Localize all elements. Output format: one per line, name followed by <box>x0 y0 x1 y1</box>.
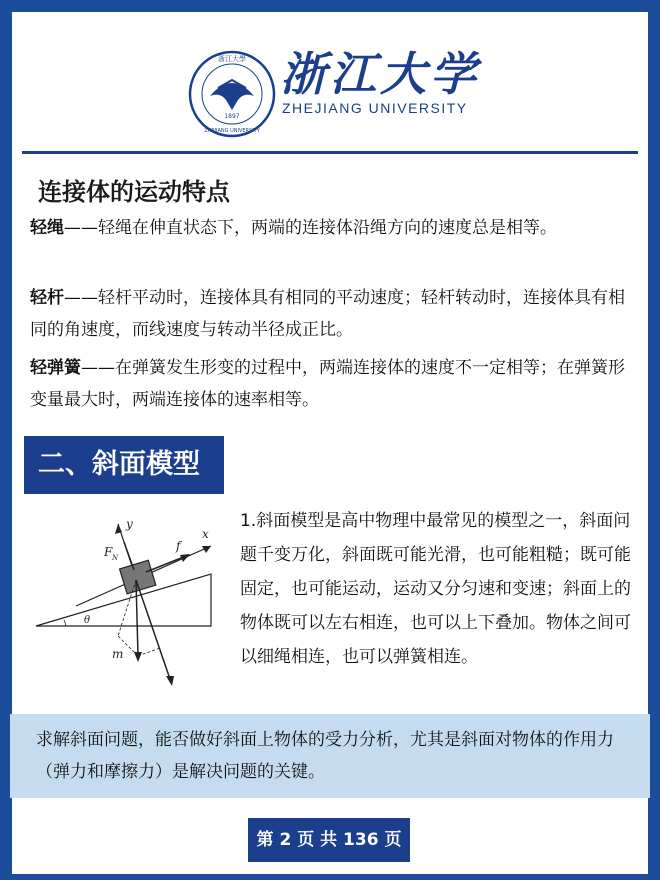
label-x: x <box>202 527 209 541</box>
label-friction: f <box>176 539 181 553</box>
seal-text-top: 浙江大學 <box>218 55 246 63</box>
key-point-callout: 求解斜面问题，能否做好斜面上物体的受力分析，尤其是斜面对物体的作用力（弹力和摩擦力）是解决问题的关键。 <box>10 714 650 798</box>
desc-light-rod: ——轻杆平动时，连接体具有相同的平动速度；轻杆转动时，连接体具有相同的角速度，而线速度与转动半径成正比。 <box>30 288 625 340</box>
label-mass: m <box>112 647 124 661</box>
label-theta: θ <box>84 615 91 626</box>
term-light-rope: 轻绳 <box>30 218 64 238</box>
header-divider <box>22 151 638 154</box>
header <box>12 12 648 152</box>
desc-light-rope: ——轻绳在伸直状态下，两端的连接体沿绳方向的速度总是相等。 <box>64 218 557 238</box>
paragraph-light-rope <box>30 212 636 244</box>
seal-year: 1897 <box>224 113 240 120</box>
university-seal-logo <box>188 50 276 138</box>
incline-model-description: 1.斜面模型是高中物理中最常见的模型之一，斜面问题千变万化，斜面既可能光滑，也可能粗糙；既可能固定，也可能运动，运动又分匀速和变速；斜面上的物体既可以左右相连，也可以上下叠加。物体之间可以细绳相连，也可以弹簧相连。 <box>240 511 631 667</box>
section-heading-connected-bodies: 连接体的运动特点 <box>38 178 230 206</box>
incline-force-diagram <box>26 506 226 686</box>
term-light-spring: 轻弹簧 <box>30 358 81 378</box>
term-light-rod: 轻杆 <box>30 288 64 308</box>
label-y: y <box>126 517 133 531</box>
page-indicator: 第 2 页 共 136 页 <box>248 818 410 862</box>
paragraph-light-spring <box>30 352 636 416</box>
page-card <box>12 12 648 874</box>
paragraph-light-rod <box>30 282 636 346</box>
brand-chinese-name: 浙江大学 <box>280 47 480 101</box>
label-normal-force: F <box>104 545 113 559</box>
section-title-incline-model: 二、斜面模型 <box>24 436 224 494</box>
desc-light-spring: ——在弹簧发生形变的过程中，两端连接体的速度不一定相等；在弹簧形变量最大时，两端连接体的速率相等。 <box>30 358 625 410</box>
seal-text-bottom: ZHEJIANG UNIVERSITY <box>204 128 260 134</box>
label-normal-force-subscript: N <box>112 554 119 562</box>
brand-english-name: ZHEJIANG UNIVERSITY <box>282 100 468 116</box>
